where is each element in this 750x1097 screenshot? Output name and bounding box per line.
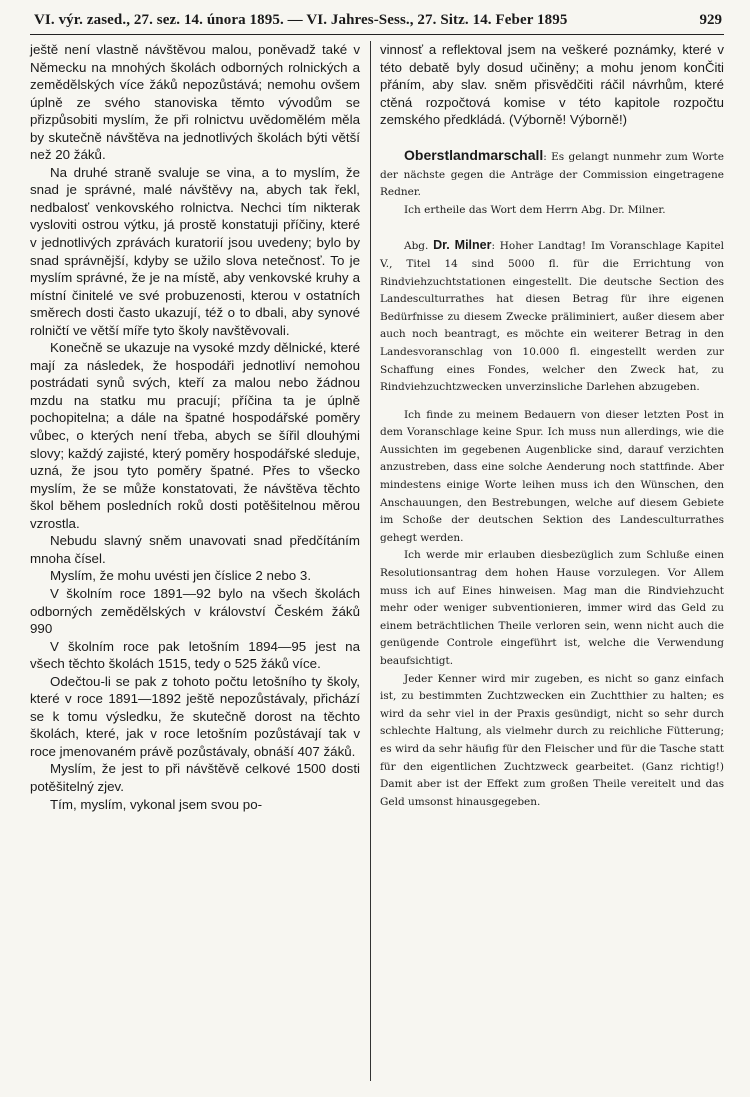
- speaker-name: Dr. Milner: [433, 238, 492, 253]
- paragraph: Ich ertheile das Wort dem Herrn Abg. Dr. Milner.: [404, 203, 666, 216]
- speaker-name: Oberstlandmarschall: [404, 146, 544, 163]
- page-number: 929: [699, 12, 722, 28]
- paragraph-continuation: vinnosť a reflektoval jsem na veškeré poznámky, které v této debatě byly dosud učiněny; a mohu jenom konČiti přáním, aby slav. sněm přisvědčiti ráčil návrhům, které ctěná rozpočtová komise v této kapitole rozpočtu zemského předkládá. (Výborně! Výborně!): [380, 42, 724, 128]
- paragraph: Myslím, že jest to při návštěvě celkové 1500 dosti potěšitelný zjev.: [30, 761, 360, 794]
- paragraph: V školním roce pak letošním 1894—95 jest na všech těchto školách 1515, tedy o 525 žáků více.: [30, 638, 360, 672]
- paragraph: Odečtou-li se pak z tohoto počtu letošního ty školy, které v roce 1891—1892 ještě nepozůstávaly, přichází se k tomu výsledku, že skutečně dorost na těchto školách, které, jak v roce letošním pozůstávají tak v roce jmenovaném právě pozůstávaly, obnáší 407 žáků.: [30, 673, 360, 759]
- paragraph: Ich werde mir erlauben diesbezüglich zum Schluße einen Resolutionsantrag dem hohen Hause vorzulegen. Vor Allem muss ich auf Eines hinweisen. Mag man die Rindviehzucht mehr oder weniger subventionieren, immer wird das Geld zu einem beträchtlichen Theile verloren sein, wenn nicht auch die genügende Controle eingeführt ist, welche die Verwendung beaufsichtigt.: [380, 549, 724, 667]
- paragraph: ještě není vlastně návštěvou malou, poněvadž také v Německu na mnohých školách odborných rolnických a zemědělských více žáků nepozůstává; nemohu ovšem úplně ze svého stanoviska těmto vývodům se přizpůsobiti myslím, že při rolnictvu uvědomělém měla by skutečně návštěva na jednotlivých školách býti větší než 20 žáků.: [30, 42, 360, 163]
- running-header: [30, 8, 724, 35]
- paragraph: Tím, myslím, vykonal jsem svou po-: [50, 796, 263, 812]
- paragraph: Ich finde zu meinem Bedauern von dieser letzten Post in dem Voranschlage keine Spur. Ich muss nun allerdings, wie die Aussichten im gegebenen Augenblicke sind, darauf verzichten anzustreben, dass eine solche Aenderung noch stattfinde. Aber mindestens einige Worte leihen muss ich den Wünschen, den Anschauungen, den Bestrebungen, welche auf diesem Gebiete im Schoße der deutschen Sektion des Landesculturrathes gehegt werden.: [380, 408, 724, 544]
- speech-oberstlandmarschall: [380, 147, 724, 202]
- speech-text: : Hoher Landtag! Im Voranschlage Kapitel V., Titel 14 sind 5000 fl. für die Errichtung von Rindviehzuchtstationen eingestellt. Die deutsche Section des Landesculturrathes hat diesen Betrag für ihre eigenen Bedürfnisse zu diesem Zwecke präliminiert, außer diesem aber auch noch beantragt, es möchte ein weiterer Betrag in den Landesvoranschlag von 10.000 fl. eingestellt werden zur Schaffung eines Fondes, welcher den Zweck hat, zu Rindviehzuchtzwecken unverzinsliche Darlehen abzugeben.: [380, 240, 724, 394]
- speech-milner: [380, 237, 724, 396]
- column-divider: [370, 41, 371, 1081]
- speaker-prefix: Abg.: [404, 240, 434, 253]
- right-column-german: [368, 41, 724, 813]
- paragraph: Na druhé straně svaluje se vina, a to myslím, že snad je správné, malé návštěvy na, abych tak řekl, nedbalosť venkovského rolnictva. Nechci tím nikterak vysloviti ostrou výtku, já prostě konstatuji příčiny, které v jednotlivých zprávách kuratorií jsou uvedeny; bylo by snad správnější, kdyby se užilo slova netečnosť. To je myslím správné, že je na místě, aby venkovské kruhy a místní činitelé ve své probuzenosti, kterou v ostatních směrech dosti často ukazují, též o to dbali, aby synové rolničtí ve větší míře tyto školy navštěvovali.: [30, 164, 360, 338]
- paragraph: V školním roce 1891—92 bylo na všech školách odborných zemědělských v království Českém žáků 990: [30, 585, 360, 637]
- paragraph: Konečně se ukazuje na vysoké mzdy dělnické, které mají za následek, že hospodáři jednotliví nemohou postrádati synů svých, kteří za malou nebo žádnou mzdu na statku mu pracují; příčina ta je úplně pochopitelna; a dále na špatné hospodářské poměry vůbec, o kterých není třeba, abych se šířil dlouhými slovy; každý zajisté, který poměry hospodářské sleduje, uzná, že jsou tyto poměry špatné. Přes to všecko myslím, že se může konstatovati, že návštěva těchto škol během posledních roků dosti potěšitelnou měrou vzrostla.: [30, 340, 360, 531]
- header-session-line: VI. výr. zased., 27. sez. 14. února 1895. — VI. Jahres-Sess., 27. Sitz. 14. Feber 1895: [34, 12, 568, 28]
- paragraph: Myslím, že mohu uvésti jen číslice 2 nebo 3.: [50, 568, 312, 584]
- two-column-body: [30, 41, 724, 813]
- left-column-czech: [30, 41, 368, 813]
- paragraph: Nebudu slavný sněm unavovati snad předčítáním mnoha čísel.: [30, 533, 360, 566]
- speech-text: : Es gelangt nunmehr zum Worte der nächste gegen die Anträge der Commission eingetragene Redner.: [380, 150, 724, 199]
- paragraph: Jeder Kenner wird mir zugeben, es nicht so ganz einfach ist, zu bestimmten Zuchtzwecken ein Zuchtthier zu halten; es wird da sehr viel in der Praxis gesündigt, nicht so sehr durch schlechte Haltung, als vielmehr durch zu reichliche Fütterung; es wird da sehr häufig für den Fleischer und für die Tasche statt für den eigentlichen Zuchtzweck gearbeitet. (Ganz richtig!) Damit aber ist der Effekt zum großen Theile vereitelt und das Geld umsonst hinausgegeben.: [380, 672, 724, 808]
